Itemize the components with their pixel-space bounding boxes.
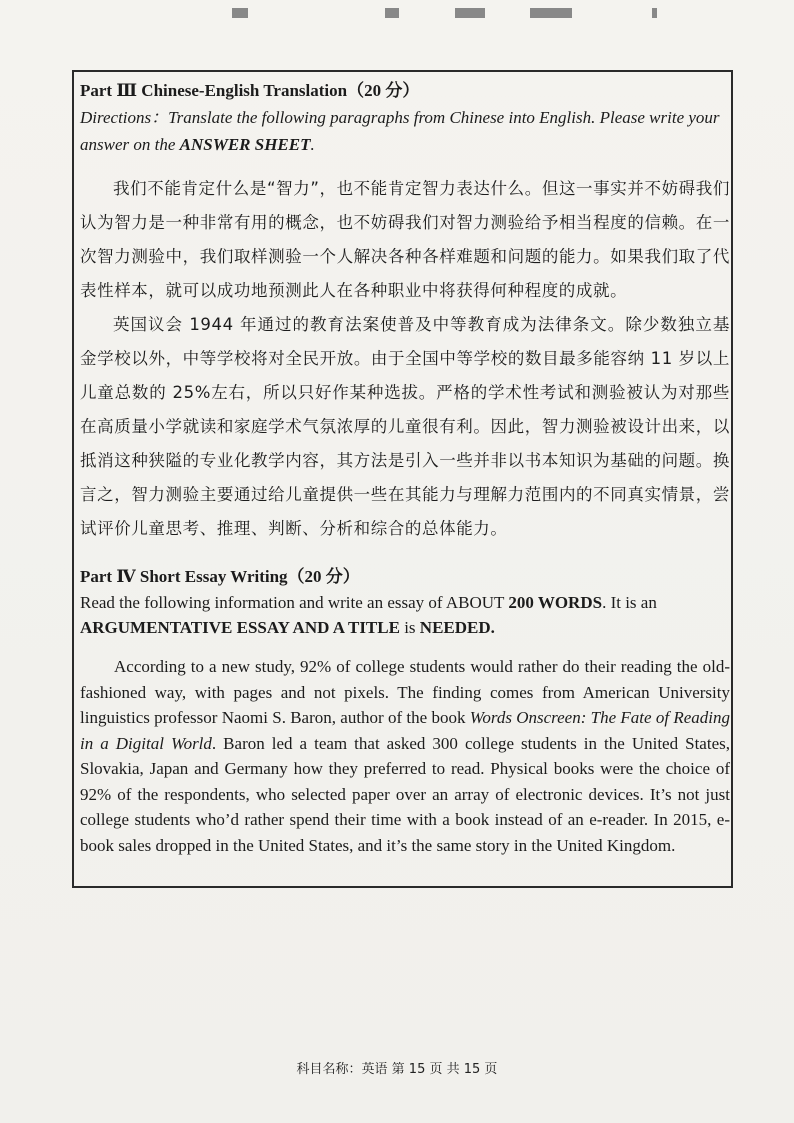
answer-sheet-emphasis: ANSWER SHEET (179, 135, 311, 154)
part-4-section (80, 564, 730, 858)
book-title: Words Onscreen: The Fate of Reading in a Digital World (80, 708, 731, 753)
translation-paragraph-1: 我们不能肯定什么是“智力”，也不能肯定智力表达什么。但这一事实并不妨碍我们认为智力是一种非常有用的概念，也不妨碍我们对智力测验给予相当程度的信赖。在一次智力测验中，我们取样测验一个人解决各种各样难题和问题的能力。如果我们取了代表性样本，就可以成功地预测此人在各种职业中将获得何种程度的成就。 (80, 179, 730, 300)
instr-text-1: Read the following information and write an essay of ABOUT (80, 593, 509, 612)
needed-emphasis: NEEDED. (419, 618, 495, 637)
prompt-text-1: According to a new study, 92% of college students would rather do their reading the old-fashioned way, with pages and not pixels. The finding comes from American University linguistics professor Naomi S. Baron, author of the book (80, 657, 730, 727)
page-footer: 科目名称：英语 第 15 页 共 15 页 (296, 1062, 498, 1077)
prompt-text-2: . Baron led a team that asked 300 college students in the United States, Slovakia, Japan and Germany how they preferred to read. Physical books were the choice of 92% of the respondents, who selected paper over an array of electronic devices. It’s not just college students who’d rather spend their time with a book instead of an e-reader. In 2015, e-book sales dropped in the United States, and it’s the same story in the United Kingdom. (80, 733, 730, 855)
exam-content (80, 78, 730, 858)
part-4-title: Part Ⅳ Short Essay Writing（20 分） (80, 567, 360, 586)
directions-end: . (310, 135, 315, 154)
part-3-title: Part Ⅲ Chinese-English Translation（20 分） (80, 81, 420, 100)
translation-paragraph-2: 英国议会 1944 年通过的教育法案使普及中等教育成为法律条文。除少数独立基金学校以外，中等学校将对全民开放。由于全国中等学校的数目最多能容纳 11 岁以上儿童总数的 25%左右，所以只好作某种选拔。严格的学术性考试和测验被认为对那些在高质量小学就读和家庭学术气氛浓厚的儿童很有利。因此，智力测验被设计出来，以抵消这种狭隘的专业化教学内容，其方法是引入一些并非以书本知识为基础的问题。换言之，智力测验主要通过给儿童提供一些在其能力与理解力范围内的不同真实情景，尝试评价儿童思考、推理、判断、分析和综合的总体能力。 (80, 315, 730, 538)
directions-text: Directions：Translate the following paragraphs from Chinese into English. Please write your answer on the (80, 108, 720, 154)
part-3-directions (80, 104, 730, 158)
essay-type-emphasis: ARGUMENTATIVE ESSAY AND A TITLE (80, 618, 400, 637)
part-3-section (80, 78, 730, 546)
instr-text-3: is (399, 618, 420, 637)
instr-text-2: . It is an (602, 593, 657, 612)
part-4-instructions (80, 590, 730, 640)
word-count-emphasis: 200 WORDS (508, 593, 603, 612)
essay-prompt-paragraph (80, 654, 730, 858)
top-scan-marks (0, 0, 794, 30)
